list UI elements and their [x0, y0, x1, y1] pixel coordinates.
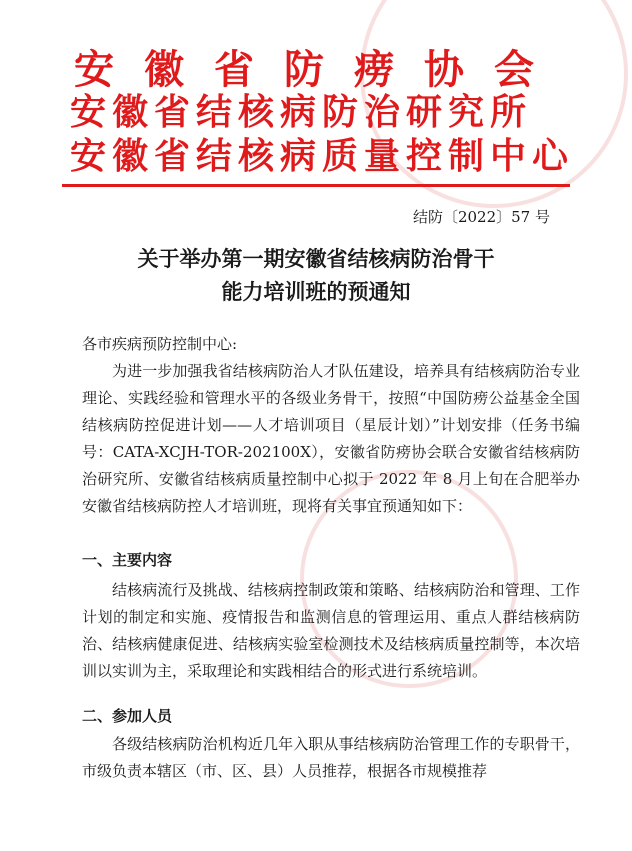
intro-paragraph: 为进一步加强我省结核病防治人才队伍建设，培养具有结核病防治专业理论、实践经验和管理水平的各级业务骨干，按照“中国防痨公益基金全国结核病防控促进计划——人才培训项目（星辰计划）”计划安排（任务书编号：CATA-XCJH-TOR-202100X），安徽省防痨协会联合安徽省结核病防治研究所、安徽省结核病质量控制中心拟于 2022 年 8 月上旬在合肥举办安徽省结核病防控人才培训班，现将有关事宜预通知如下： — [82, 362, 580, 515]
section-heading-main-content: 一、主要内容 — [82, 551, 173, 569]
document-number: 结防〔2022〕57 号 — [412, 208, 550, 226]
header-line-2: 安徽省结核病防治研究所 — [70, 91, 533, 133]
document-title-line-2: 能力培训班的预通知 — [221, 279, 411, 304]
header-red-rule — [62, 184, 570, 187]
section-body-participants: 各级结核病防治机构近几年入职从事结核病防治管理工作的专职骨干，市级负责本辖区（市、区、县）人员推荐，根据各市规模推荐 — [82, 735, 580, 780]
addressee: 各市疾病预防控制中心: — [82, 335, 238, 353]
document-title-line-1: 关于举办第一期安徽省结核病防治骨干 — [137, 246, 495, 271]
header-line-3: 安徽省结核病质量控制中心 — [70, 135, 575, 177]
section-heading-participants: 二、参加人员 — [82, 707, 173, 725]
section-body-main-content: 结核病流行及挑战、结核病控制政策和策略、结核病防治和管理、工作计划的制定和实施、疫情报告和监测信息的管理运用、重点人群结核病防治、结核病健康促进、结核病实验室检测技术及结核病质量控制等，本次培训以实训为主，采取理论和实践相结合的形式进行系统培训。 — [82, 581, 580, 680]
header-line-1: 安徽省防痨协会 — [74, 46, 564, 93]
